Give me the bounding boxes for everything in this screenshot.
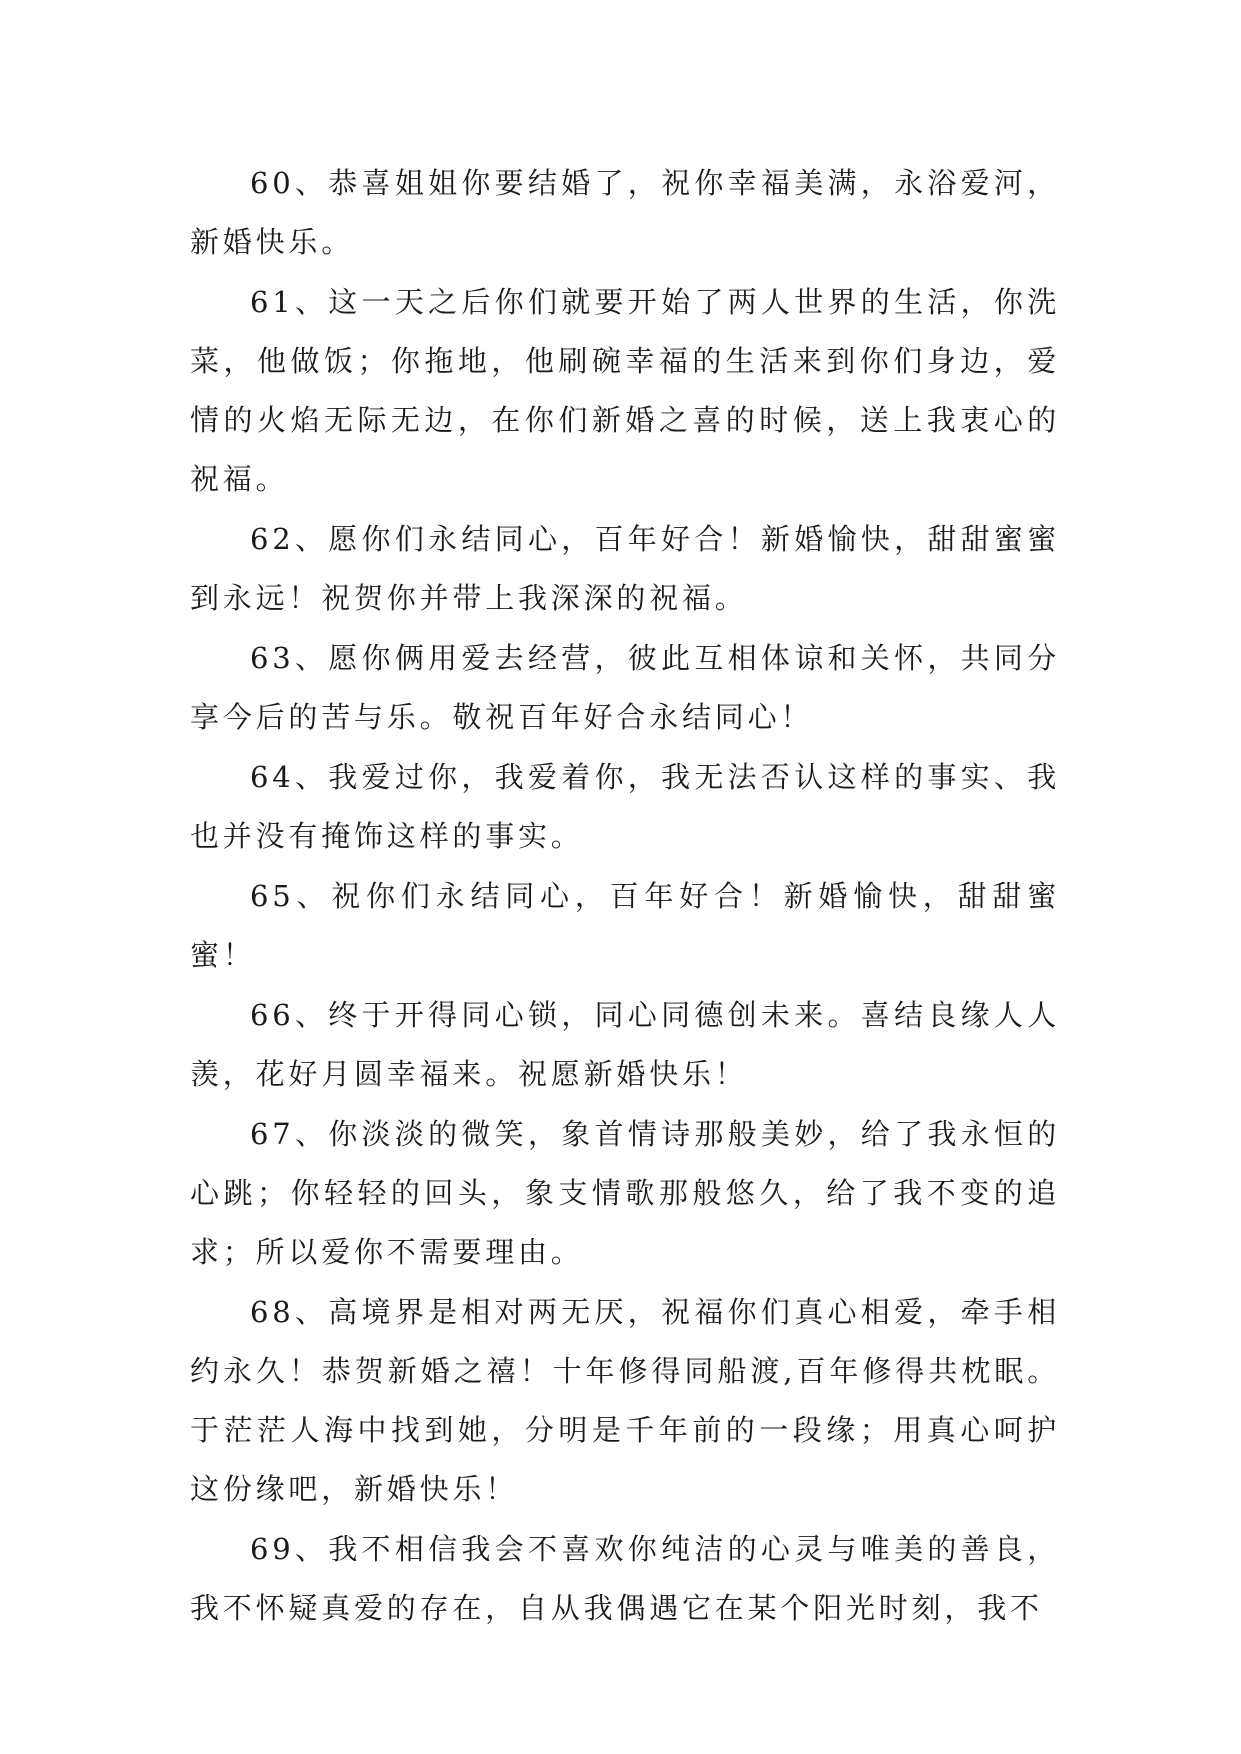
- paragraph-63: 63、愿你俩用爱去经营，彼此互相体谅和关怀，共同分享今后的苦与乐。敬祝百年好合永结同心！: [190, 641, 1060, 734]
- paragraph-62: 62、愿你们永结同心，百年好合！新婚愉快，甜甜蜜蜜到永远！祝贺你并带上我深深的祝福。: [190, 522, 1060, 615]
- paragraph-65: 65、祝你们永结同心，百年好合！新婚愉快，甜甜蜜蜜！: [190, 879, 1060, 972]
- document-body: [190, 154, 1060, 1639]
- paragraph-61: 61、这一天之后你们就要开始了两人世界的生活，你洗菜，他做饭；你拖地，他刷碗幸福的生活来到你们身边，爱情的火焰无际无边，在你们新婚之喜的时候，送上我衷心的祝福。: [190, 285, 1060, 496]
- paragraph-66: 66、终于开得同心锁，同心同德创未来。喜结良缘人人羡，花好月圆幸福来。祝愿新婚快乐！: [190, 998, 1060, 1091]
- paragraph-69: 69、我不相信我会不喜欢你纯洁的心灵与唯美的善良，我不怀疑真爱的存在，自从我偶遇它在某个阳光时刻，我不: [190, 1532, 1060, 1625]
- paragraph-68: 68、高境界是相对两无厌，祝福你们真心相爱，牵手相约永久！恭贺新婚之禧！十年修得同船渡,百年修得共枕眠。于茫茫人海中找到她，分明是千年前的一段缘；用真心呵护这份缘吧，新婚快乐！: [190, 1295, 1060, 1506]
- paragraph-64: 64、我爱过你，我爱着你，我无法否认这样的事实、我也并没有掩饰这样的事实。: [190, 760, 1060, 853]
- paragraph-67: 67、你淡淡的微笑，象首情诗那般美妙，给了我永恒的心跳；你轻轻的回头，象支情歌那般悠久，给了我不变的追求；所以爱你不需要理由。: [190, 1117, 1060, 1269]
- paragraph-60: 60、恭喜姐姐你要结婚了，祝你幸福美满，永浴爱河，新婚快乐。: [190, 166, 1060, 259]
